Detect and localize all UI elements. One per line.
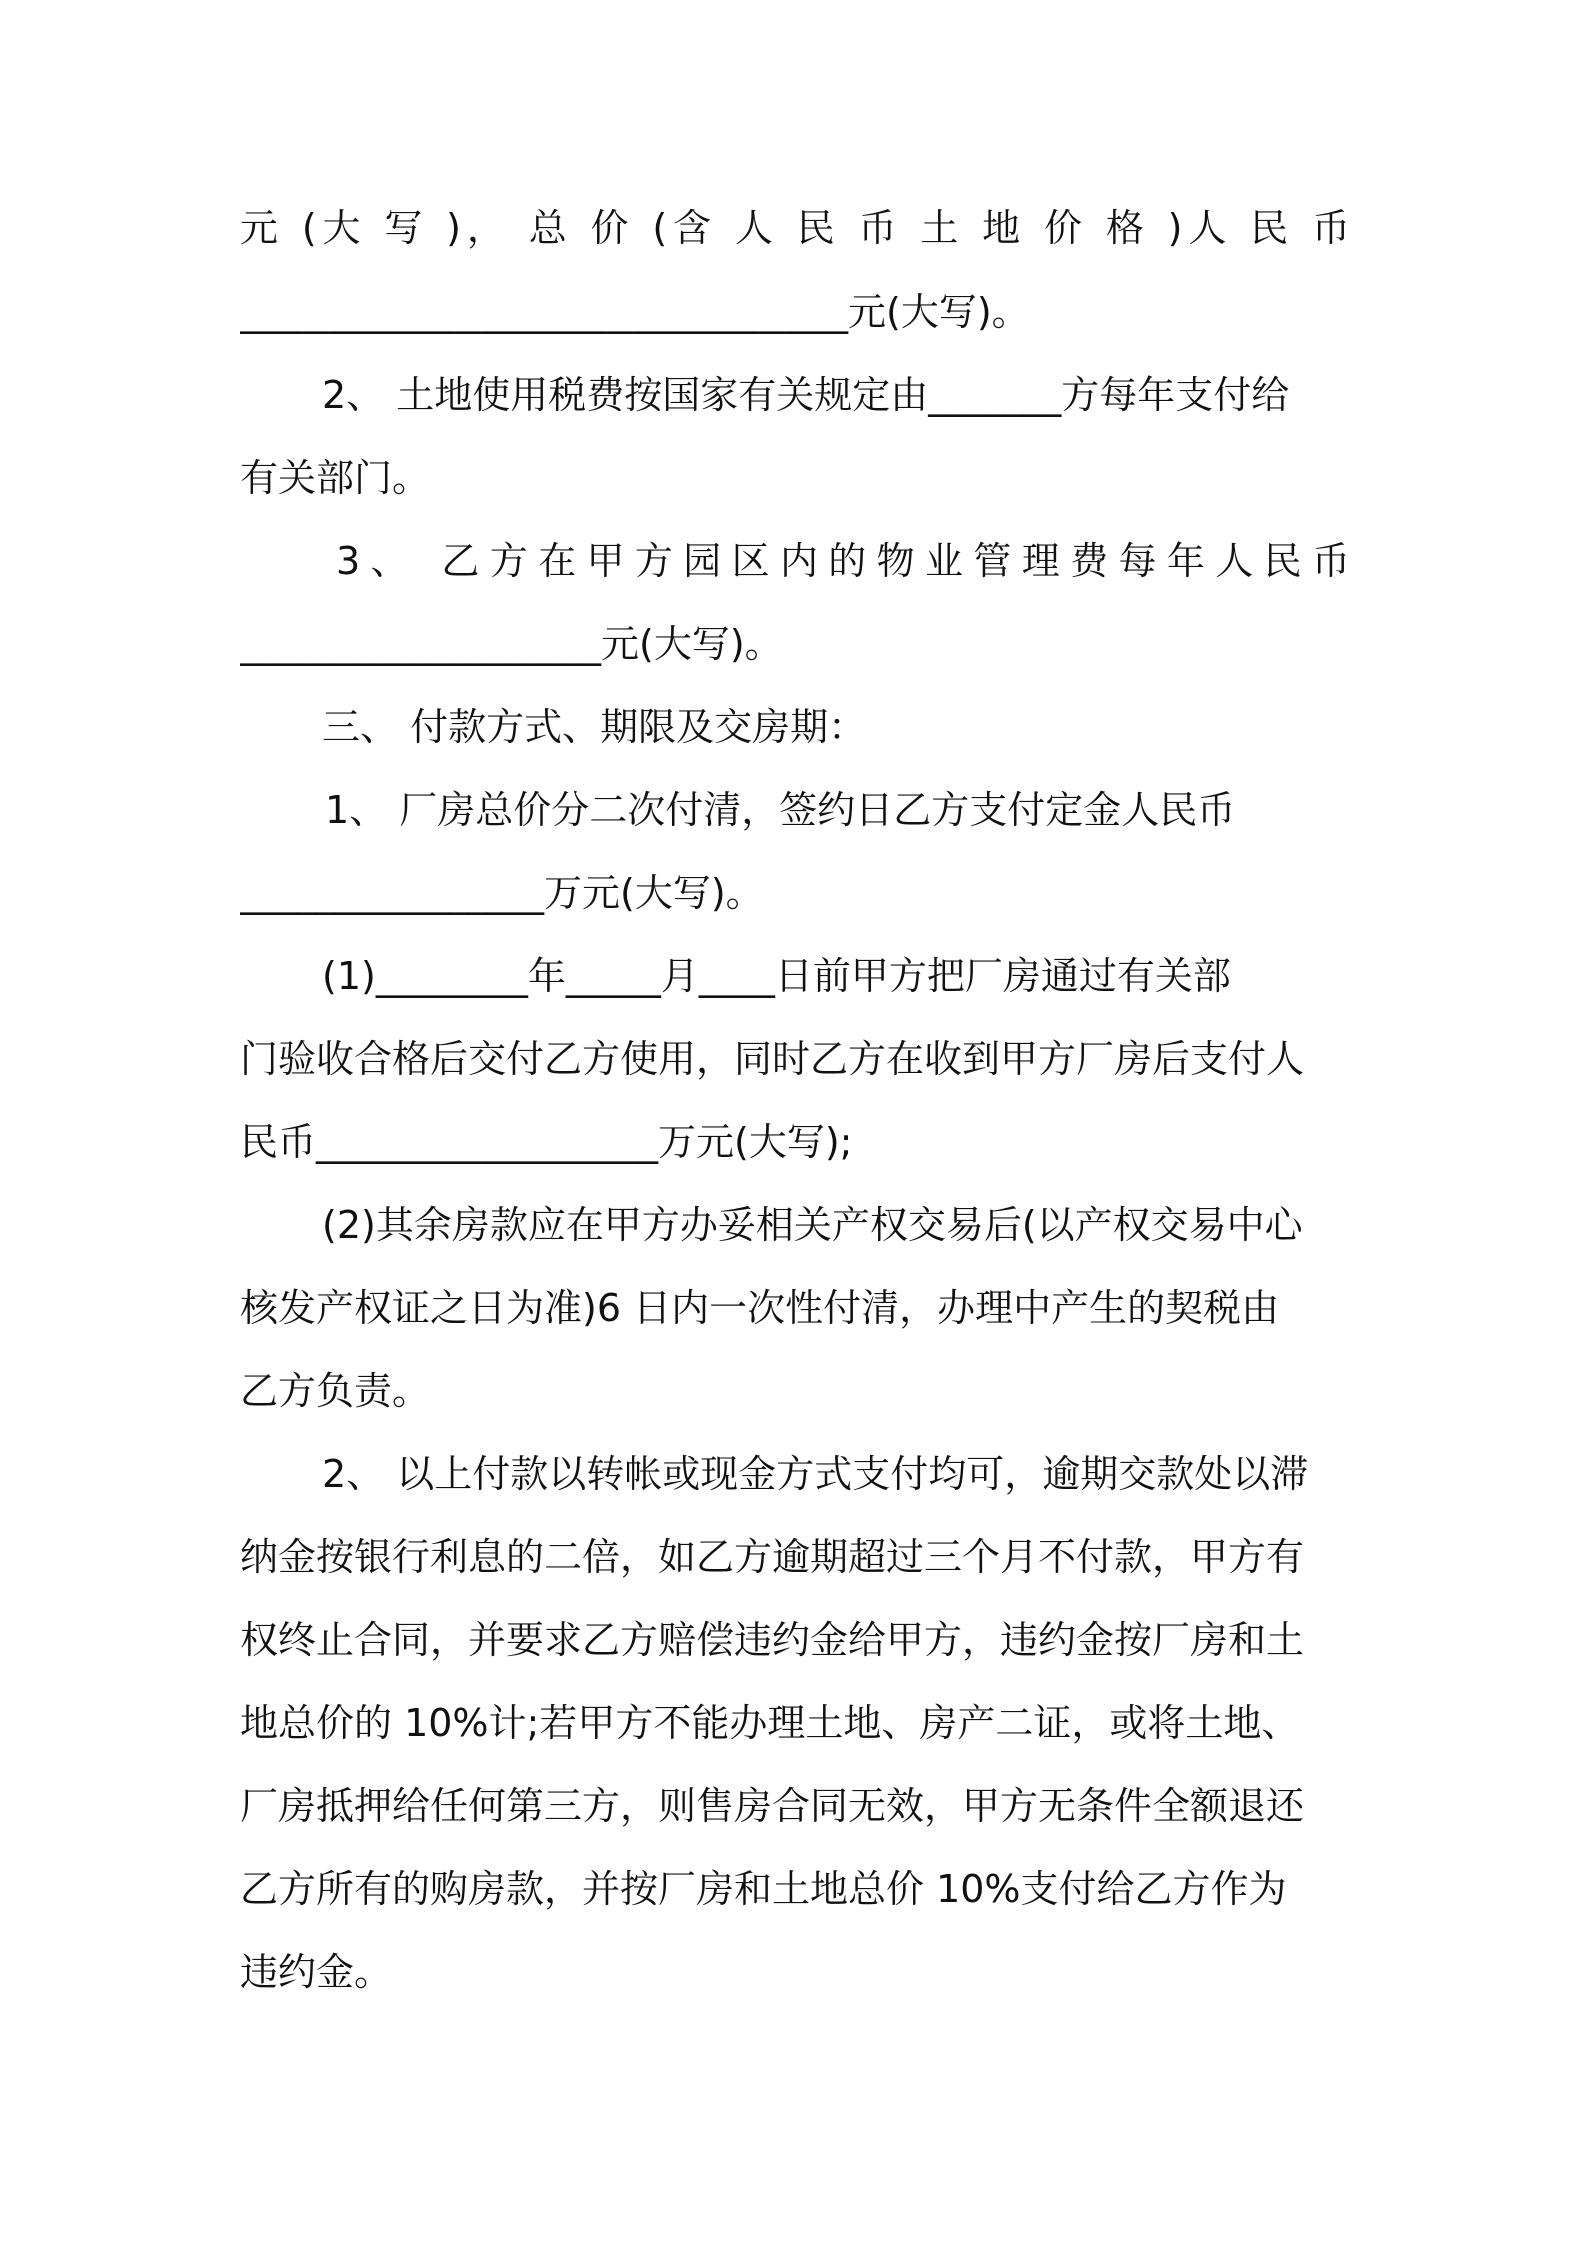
text-line-item-1-cont: 门验收合格后交付乙方使用，同时乙方在收到甲方厂房后支付人 <box>240 1037 1305 1081</box>
text-line-item-2: (2)其余房款应在甲方办妥相关产权交易后(以产权交易中心 <box>322 1203 1303 1247</box>
text-line-item-1: (1)________年_____月____日前甲方把厂房通过有关部 <box>322 954 1231 998</box>
text-line-item-1-end: 民币__________________万元(大写); <box>240 1120 853 1164</box>
text-line-price-total: 元 (大 写 )， 总 价 (含 人 民 币 土 地 价 格 )人 民 币 <box>240 206 1350 250</box>
text-line-payment-1: 1、 厂房总价分二次付清，签约日乙方支付定金人民币 <box>325 788 1236 832</box>
text-line-payment-2-d: 地总价的 10%计;若甲方不能办理土地、房产二证，或将土地、 <box>240 1701 1300 1745</box>
text-line-payment-2-f: 乙方所有的购房款，并按厂房和土地总价 10%支付给乙方作为 <box>240 1867 1287 1911</box>
text-line-payment-2-end: 违约金。 <box>240 1950 393 1994</box>
text-line-item-2-end: 乙方负责。 <box>240 1369 431 1413</box>
text-line-item-2-cont: 核发产权证之日为准)6 日内一次性付清，办理中产生的契税由 <box>240 1286 1280 1330</box>
text-line-payment-1-cont: ________________万元(大写)。 <box>240 871 764 915</box>
text-line-clause-2: 2、 土地使用税费按国家有关规定由_______方每年支付给 <box>322 373 1290 417</box>
text-line-clause-3-cont: ___________________元(大写)。 <box>240 622 783 666</box>
section-heading-payment: 三、 付款方式、期限及交房期： <box>322 705 867 749</box>
text-line-clause-3: 3、 乙方在甲方园区内的物业管理费每年人民币 <box>336 539 1350 583</box>
text-line-clause-2-cont: 有关部门。 <box>240 456 431 500</box>
text-line-payment-2: 2、 以上付款以转帐或现金方式支付均可，逾期交款处以滞 <box>322 1452 1309 1496</box>
text-line-payment-2-c: 权终止合同，并要求乙方赔偿违约金给甲方，违约金按厂房和土 <box>240 1618 1305 1662</box>
text-line-price-blank: ________________________________元(大写)。 <box>240 290 1030 334</box>
text-line-payment-2-e: 厂房抵押给任何第三方，则售房合同无效，甲方无条件全额退还 <box>240 1784 1305 1828</box>
text-line-payment-2-b: 纳金按银行利息的二倍，如乙方逾期超过三个月不付款，甲方有 <box>240 1535 1305 1579</box>
